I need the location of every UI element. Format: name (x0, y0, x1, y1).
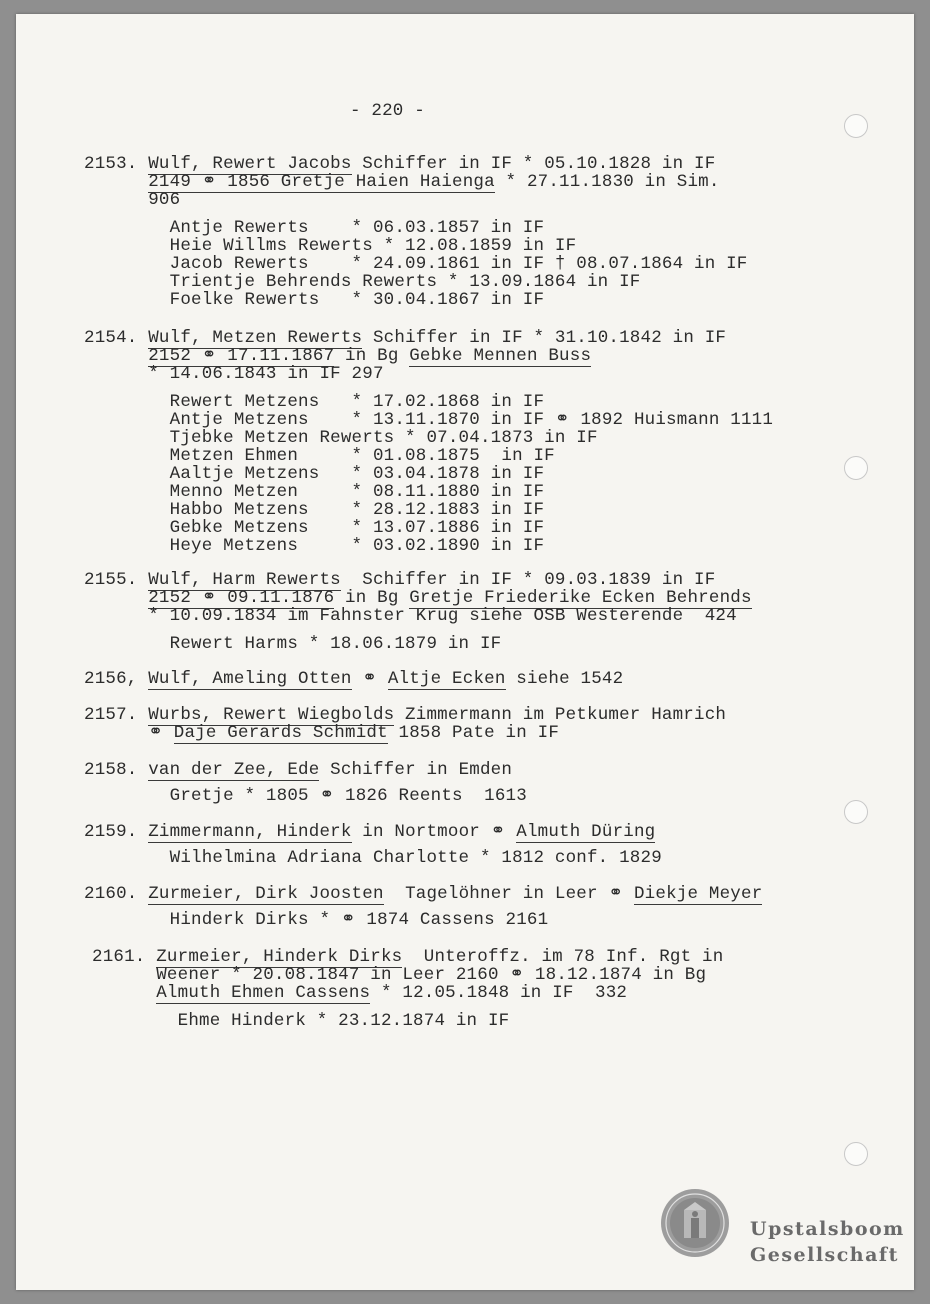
text-segment (84, 588, 148, 608)
entry-line (84, 911, 548, 929)
logo-line-1: Upstalsboom (750, 1218, 905, 1240)
entry-line (84, 365, 384, 383)
text-segment: Tagelöhner in Leer ⚭ (383, 884, 634, 904)
text-segment: * 14.06.1843 in IF 297 (84, 364, 384, 384)
text-segment: 2159. (84, 822, 149, 842)
entry-line (84, 537, 544, 555)
text-segment: in Nortmoor ⚭ (351, 822, 517, 842)
text-segment: Gebke Metzens * 13.07.1886 in IF (84, 518, 545, 538)
text-segment: 2158. (84, 760, 149, 780)
text-segment: Heye Metzens * 03.02.1890 in IF (84, 536, 545, 556)
text-segment: Heie Willms Rewerts * 12.08.1859 in IF (84, 236, 577, 256)
underlined-name: Gebke Mennen Buss (409, 346, 592, 366)
entry-heading-line (84, 706, 726, 724)
text-segment: 2155. (84, 570, 149, 590)
entry-line (84, 849, 662, 867)
entry-line (84, 429, 598, 447)
underlined-name: Zurmeier, Dirk Joosten (148, 884, 384, 904)
entry-line (84, 483, 544, 501)
entry-heading-line (84, 761, 512, 779)
underlined-name: 2152 ⚭ 17.11.1867 (148, 346, 335, 366)
text-segment: Schiffer in IF * 09.03.1839 in IF (340, 570, 716, 590)
text-segment: Zimmermann im Petkumer Hamrich (394, 705, 727, 725)
text-segment (92, 983, 156, 1003)
underlined-name: Altje Ecken (387, 669, 506, 689)
text-segment: Ehme Hinderk * 23.12.1874 in IF (92, 1011, 510, 1031)
entry-heading-line (84, 329, 726, 347)
text-segment: 906 (84, 190, 181, 210)
entry-line (84, 519, 544, 537)
text-segment: Aaltje Metzens * 03.04.1878 in IF (84, 464, 545, 484)
underlined-name: Almuth Düring (516, 822, 656, 842)
page-number: - 220 - (350, 101, 425, 121)
underlined-name: Wulf, Ameling Otten (148, 669, 352, 689)
text-segment: Jacob Rewerts * 24.09.1861 in IF † 08.07.1864 in IF (84, 254, 748, 274)
text-segment: in Bg (334, 346, 410, 366)
society-seal-icon (660, 1188, 730, 1258)
underlined-name: 2149 ⚭ 1856 Gretje Haien Haienga (148, 172, 495, 192)
text-segment: * 27.11.1830 in Sim. (494, 172, 720, 192)
text-segment: 1858 Pate in IF (387, 723, 560, 743)
text-segment: Antje Rewerts * 06.03.1857 in IF (84, 218, 545, 238)
entry-line (84, 635, 501, 653)
text-segment: ⚭ (351, 669, 388, 689)
entry-line (92, 984, 627, 1002)
entry-line (84, 255, 748, 273)
text-segment: Unteroffz. im 78 Inf. Rgt in (402, 947, 724, 967)
text-segment: 2160. (84, 884, 149, 904)
underlined-name: Gretje Friederike Ecken Behrends (409, 588, 752, 608)
text-segment: Rewert Metzens * 17.02.1868 in IF (84, 392, 545, 412)
entry-line (84, 173, 720, 191)
punch-hole (844, 114, 868, 138)
text-segment: Menno Metzen * 08.11.1880 in IF (84, 482, 545, 502)
text-segment: 2154. (84, 328, 149, 348)
text-segment (84, 172, 148, 192)
underlined-name: Zimmermann, Hinderk (148, 822, 352, 842)
punch-hole (844, 1142, 868, 1166)
underlined-name: van der Zee, Ede (148, 760, 320, 780)
text-segment: Trientje Behrends Rewerts * 13.09.1864 in IF (84, 272, 641, 292)
entry-line (84, 724, 559, 742)
text-segment: Antje Metzens * 13.11.1870 in IF ⚭ 1892 Huismann 1111 (84, 410, 774, 430)
entry-line (84, 465, 544, 483)
text-segment: in Bg (334, 588, 410, 608)
entry-line (84, 347, 591, 365)
text-segment: Hinderk Dirks * ⚭ 1874 Cassens 2161 (84, 910, 549, 930)
entry-line (84, 191, 180, 209)
underlined-name: Wurbs, Rewert Wiegbolds (148, 705, 395, 725)
entry-line (84, 291, 544, 309)
text-segment: Schiffer in IF * 05.10.1828 in IF (351, 154, 716, 174)
underlined-name: Wulf, Rewert Jacobs (148, 154, 352, 174)
logo-line-2: Gesellschaft (750, 1244, 899, 1266)
punch-hole (844, 456, 868, 480)
text-segment: Tjebke Metzen Rewerts * 07.04.1873 in IF (84, 428, 598, 448)
underlined-name: Daje Gerards Schmidt (173, 723, 388, 743)
entry-line (84, 411, 773, 429)
text-segment: * 10.09.1834 im Fahnster Krug siehe OSB Westerende 424 (84, 606, 737, 626)
entry-line (84, 273, 641, 291)
entry-line (92, 966, 706, 984)
entry-line (84, 787, 527, 805)
entry-heading-line (84, 670, 623, 688)
entry-line (84, 393, 544, 411)
text-segment: Metzen Ehmen * 01.08.1875 in IF (84, 446, 555, 466)
text-segment: * 12.05.1848 in IF 332 (370, 983, 628, 1003)
entry-line (84, 447, 555, 465)
text-segment: 2157. (84, 705, 149, 725)
entry-line (84, 501, 544, 519)
underlined-name: Wulf, Metzen Rewerts (148, 328, 363, 348)
underlined-name: Almuth Ehmen Cassens (156, 983, 371, 1003)
entry-heading-line (92, 948, 723, 966)
entry-line (92, 1012, 509, 1030)
text-segment: Rewert Harms * 18.06.1879 in IF (84, 634, 502, 654)
text-segment: 2156, (84, 669, 149, 689)
entry-heading-line (84, 885, 762, 903)
text-segment: Schiffer in Emden (319, 760, 513, 780)
entry-heading-line (84, 823, 655, 841)
entry-line (84, 237, 576, 255)
underlined-name: Wulf, Harm Rewerts (148, 570, 341, 590)
punch-hole (844, 800, 868, 824)
entry-line (84, 219, 544, 237)
entry-heading-line (84, 571, 715, 589)
text-segment: siehe 1542 (505, 669, 624, 689)
underlined-name: 2152 ⚭ 09.11.1876 (148, 588, 335, 608)
text-segment: 2161. (92, 947, 157, 967)
text-segment: Schiffer in IF * 31.10.1842 in IF (362, 328, 727, 348)
text-segment: ⚭ (84, 723, 174, 743)
text-segment: 2153. (84, 154, 149, 174)
text-segment: Weener * 20.08.1847 in Leer 2160 ⚭ 18.12.1874 in Bg (92, 965, 707, 985)
entry-heading-line (84, 155, 715, 173)
entry-line (84, 589, 752, 607)
underlined-name: Diekje Meyer (633, 884, 763, 904)
text-segment: Gretje * 1805 ⚭ 1826 Reents 1613 (84, 786, 527, 806)
text-segment: Habbo Metzens * 28.12.1883 in IF (84, 500, 545, 520)
entry-line (84, 607, 737, 625)
text-segment: Wilhelmina Adriana Charlotte * 1812 conf. 1829 (84, 848, 662, 868)
underlined-name: Zurmeier, Hinderk Dirks (156, 947, 403, 967)
text-segment (84, 346, 148, 366)
text-segment: Foelke Rewerts * 30.04.1867 in IF (84, 290, 545, 310)
document-page (16, 14, 914, 1290)
